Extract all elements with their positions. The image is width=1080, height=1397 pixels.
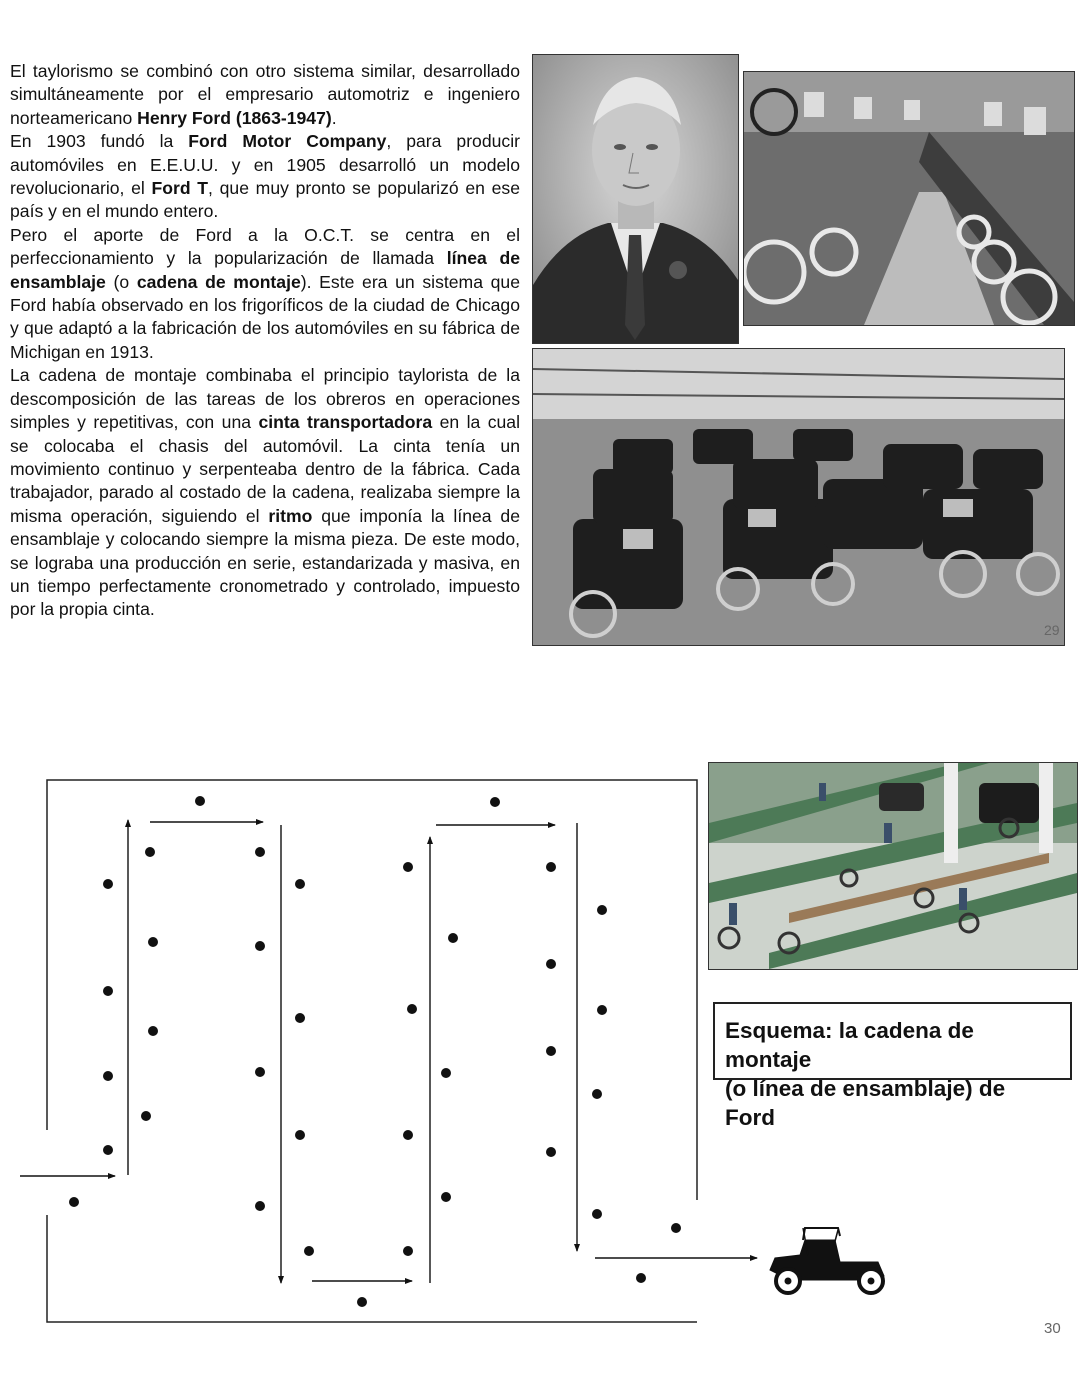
p3-segment-0: Pero el aporte de Ford a la O.C.T. se centra en el perfeccionamiento y la popularización de llamada bbox=[10, 224, 520, 269]
body-text bbox=[10, 60, 520, 622]
p3-segment-3: cadena de montaje bbox=[136, 271, 301, 292]
worker-dots bbox=[69, 796, 681, 1307]
page-number-2: 30 bbox=[1044, 1320, 1061, 1337]
p2-segment-4: , que muy pronto se popularizó en ese país y en el mundo entero. bbox=[10, 178, 520, 222]
ford-t-car-icon bbox=[770, 1228, 884, 1293]
p4-segment-0: La cadena de montaje combinaba el principio taylorista de la descomposición de las tareas de los obreros en operaciones simples y repetitivas, con una bbox=[10, 365, 520, 433]
p3-segment-2: (o bbox=[105, 271, 137, 292]
paragraph-4 bbox=[10, 364, 520, 621]
caption-line-2: (o línea de ensamblaje) de Ford bbox=[725, 1076, 1006, 1130]
factory-floor-photo bbox=[532, 348, 1065, 646]
conveyor-arrows bbox=[20, 820, 757, 1283]
p4-segment-2: en la cual se colocaba el chasis del automóvil. La cinta tenía un movimiento continuo y serpenteaba dentro de la fábrica. Cada trabajador, parado al costado de la cadena, realizaba siempre la misma operación, siguiendo el bbox=[10, 412, 521, 526]
paragraph-3 bbox=[10, 224, 520, 364]
p3-segment-1: línea de ensamblaje bbox=[10, 248, 520, 292]
p1-segment-0: El taylorismo se combinó con otro sistema similar, desarrollado simultáneamente por el empresario automotriz e ingeniero norteamericano bbox=[10, 61, 520, 128]
p2-segment-0: En 1903 fundó la bbox=[10, 131, 189, 152]
assembly-line-diagram bbox=[0, 760, 900, 1340]
assembly-line-photo bbox=[743, 71, 1075, 326]
factory-walls bbox=[47, 780, 697, 1322]
p3-segment-4: ). Este era un sistema que Ford había observado en los frigoríficos de la ciudad de Chicago y que adaptó a la fabricación de los automóviles en su fábrica de Michigan en 1913. bbox=[10, 271, 520, 362]
p2-segment-3: Ford T bbox=[151, 178, 209, 199]
p4-segment-4: que imponía la línea de ensamblaje y colocando siempre la misma pieza. De este modo, se lograba una producción en serie, estandarizada y masiva, en un tiempo perfectamente cronometrado y controlado, impuesto por la propia cinta. bbox=[10, 505, 520, 620]
p2-segment-1: Ford Motor Company bbox=[188, 131, 387, 152]
caption-line-1: Esquema: la cadena de montaje bbox=[725, 1018, 974, 1072]
p1-segment-1: Henry Ford (1863-1947) bbox=[137, 107, 332, 128]
p4-segment-3: ritmo bbox=[268, 505, 313, 526]
henry-ford-portrait bbox=[532, 54, 739, 344]
paragraph-2 bbox=[10, 130, 520, 224]
p2-segment-2: , para producir automóviles en E.E.U.U. y en 1905 desarrolló un modelo revolucionario, el bbox=[10, 131, 520, 199]
p1-segment-2: . bbox=[331, 107, 337, 128]
page-number: 29 bbox=[1044, 622, 1060, 638]
p4-segment-1: cinta transportadora bbox=[258, 412, 433, 433]
paragraph-1 bbox=[10, 60, 520, 130]
